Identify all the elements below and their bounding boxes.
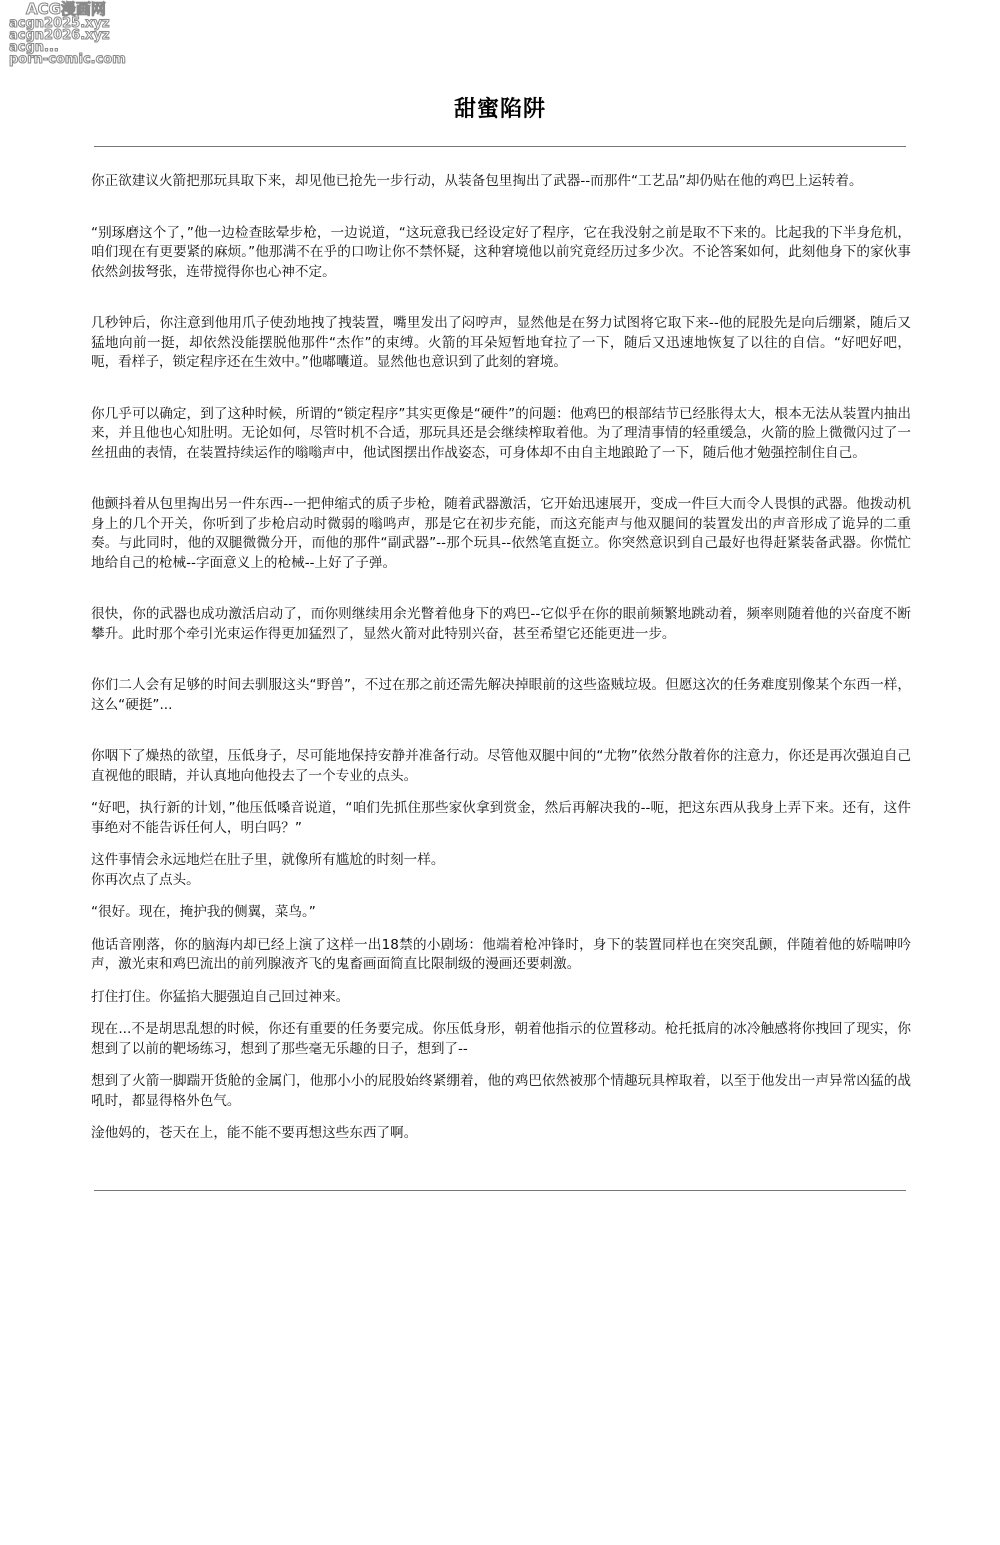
paragraph: 打住打住。你猛掐大腿强迫自己回过神来。: [91, 988, 350, 1005]
paragraph: 你咽下了燥热的欲望，压低身子，尽可能地保持安静并准备行动。尽管他双腿中间的“尤物”依然分散着你的注意力，你还是再次强迫自己直视他的眼睛，并认真地向他投去了一个专业的点头。: [91, 748, 911, 784]
paragraph: 你们二人会有足够的时间去驯服这头“野兽”，不过在那之前还需先解决掉眼前的这些盗贼垃圾。但愿这次的任务难度别像某个东西一样，这么“硬挺”...: [91, 677, 911, 713]
paragraph: 你正欲建议火箭把那玩具取下来，却见他已抢先一步行动，从装备包里掏出了武器--而那件“工艺品”却仍贴在他的鸡巴上运转着。: [91, 173, 863, 189]
paragraph: 你再次点了点头。: [91, 871, 200, 888]
story-body: [91, 172, 911, 1144]
paragraph: “很好。现在，掩护我的侧翼，菜鸟。”: [91, 904, 316, 920]
watermark-line: acgn2025.xyz: [9, 16, 110, 31]
watermark-line: acgn...: [9, 40, 59, 55]
paragraph: 他话音刚落，你的脑海内却已经上演了这样一出18禁的小剧场：他端着枪冲锋时，身下的装置同样也在突突乱颤，伴随着他的娇喘呻吟声，激光束和鸡巴流出的前列腺液齐飞的鬼畜画面简直比限制级的漫画还要刺激。: [91, 936, 911, 972]
paragraph: 你几乎可以确定，到了这种时候，所谓的“锁定程序”其实更像是“硬件”的问题：他鸡巴的根部结节已经胀得太大，根本无法从装置内抽出来，并且他也心知肚明。无论如何，尽管时机不合适，那玩具还是会继续榨取着他。为了理清事情的轻重缓急，火箭的脸上微微闪过了一丝扭曲的表情，在装置持续运作的嗡嗡声中，他试图摆出作战姿态，可身体却不由自主地踉跄了一下，随后他才勉强控制住自己。: [91, 405, 911, 461]
top-divider: [94, 146, 906, 147]
paragraph: “好吧，执行新的计划，”他压低嗓音说道，“咱们先抓住那些家伙拿到赏金，然后再解决我的--呃，把这东西从我身上弄下来。还有，这件事绝对不能告诉任何人，明白吗？”: [91, 800, 911, 836]
watermark-line: ACG漫画网: [26, 0, 106, 18]
paragraph: 淦他妈的，苍天在上，能不能不要再想这些东西了啊。: [91, 1125, 418, 1141]
paragraph: 很快，你的武器也成功激活启动了，而你则继续用余光瞥着他身下的鸡巴--它似乎在你的眼前频繁地跳动着，频率则随着他的兴奋度不断攀升。此时那个牵引光束运作得更加猛烈了，显然火箭对此特别兴奋，甚至希望它还能更进一步。: [91, 606, 911, 642]
page-title: 甜蜜陷阱: [453, 97, 546, 122]
paragraph: 现在...不是胡思乱想的时候，你还有重要的任务要完成。你压低身形，朝着他指示的位置移动。枪托抵肩的冰冷触感将你拽回了现实，你想到了以前的靶场练习，想到了那些毫无乐趣的日子，想到了--: [91, 1021, 911, 1057]
paragraph: “别琢磨这个了，”他一边检查眩晕步枪，一边说道，“这玩意我已经设定好了程序，它在我没射之前是取不下来的。比起我的下半身危机，咱们现在有更要紧的麻烦。”他那满不在乎的口吻让你不禁怀疑，这种窘境他以前究竟经历过多少次。不论答案如何，此刻他身下的家伙事依然剑拔弩张，连带搅得你也心神不定。: [91, 224, 911, 280]
paragraph: 想到了火箭一脚踹开货舱的金属门，他那小小的屁股始终紧绷着，他的鸡巴依然被那个情趣玩具榨取着，以至于他发出一声异常凶猛的战吼时，都显得格外色气。: [91, 1073, 911, 1109]
paragraph: 他颤抖着从包里掏出另一件东西--一把伸缩式的质子步枪，随着武器激活，它开始迅速展开，变成一件巨大而令人畏惧的武器。他拨动机身上的几个开关，你听到了步枪启动时微弱的嗡鸣声，那是它在初步充能，而这充能声与他双腿间的装置发出的声音形成了诡异的二重奏。与此同时，他的双腿微微分开，而他的那件“副武器”--那个玩具--依然笔直挺立。你突然意识到自己最好也得赶紧装备武器。你慌忙地给自己的枪械--字面意义上的枪械--上好了子弹。: [91, 496, 911, 571]
paragraph: 这件事情会永远地烂在肚子里，就像所有尴尬的时刻一样。: [91, 852, 445, 868]
site-watermark: [6, 0, 166, 66]
watermark-line: porn-comic.com: [9, 52, 126, 67]
paragraph: 几秒钟后，你注意到他用爪子使劲地拽了拽装置，嘴里发出了闷哼声，显然他是在努力试图将它取下来--他的屁股先是向后绷紧，随后又猛地向前一挺，却依然没能摆脱他那件“杰作”的束缚。火箭的耳朵短暂地耷拉了一下，随后又迅速地恢复了以往的自信。“好吧好吧，呃，看样子，锁定程序还在生效中。”他嘟囔道。显然他也意识到了此刻的窘境。: [91, 315, 911, 370]
bottom-divider: [94, 1190, 906, 1191]
watermark-line: acgn2026.xyz: [9, 28, 110, 43]
